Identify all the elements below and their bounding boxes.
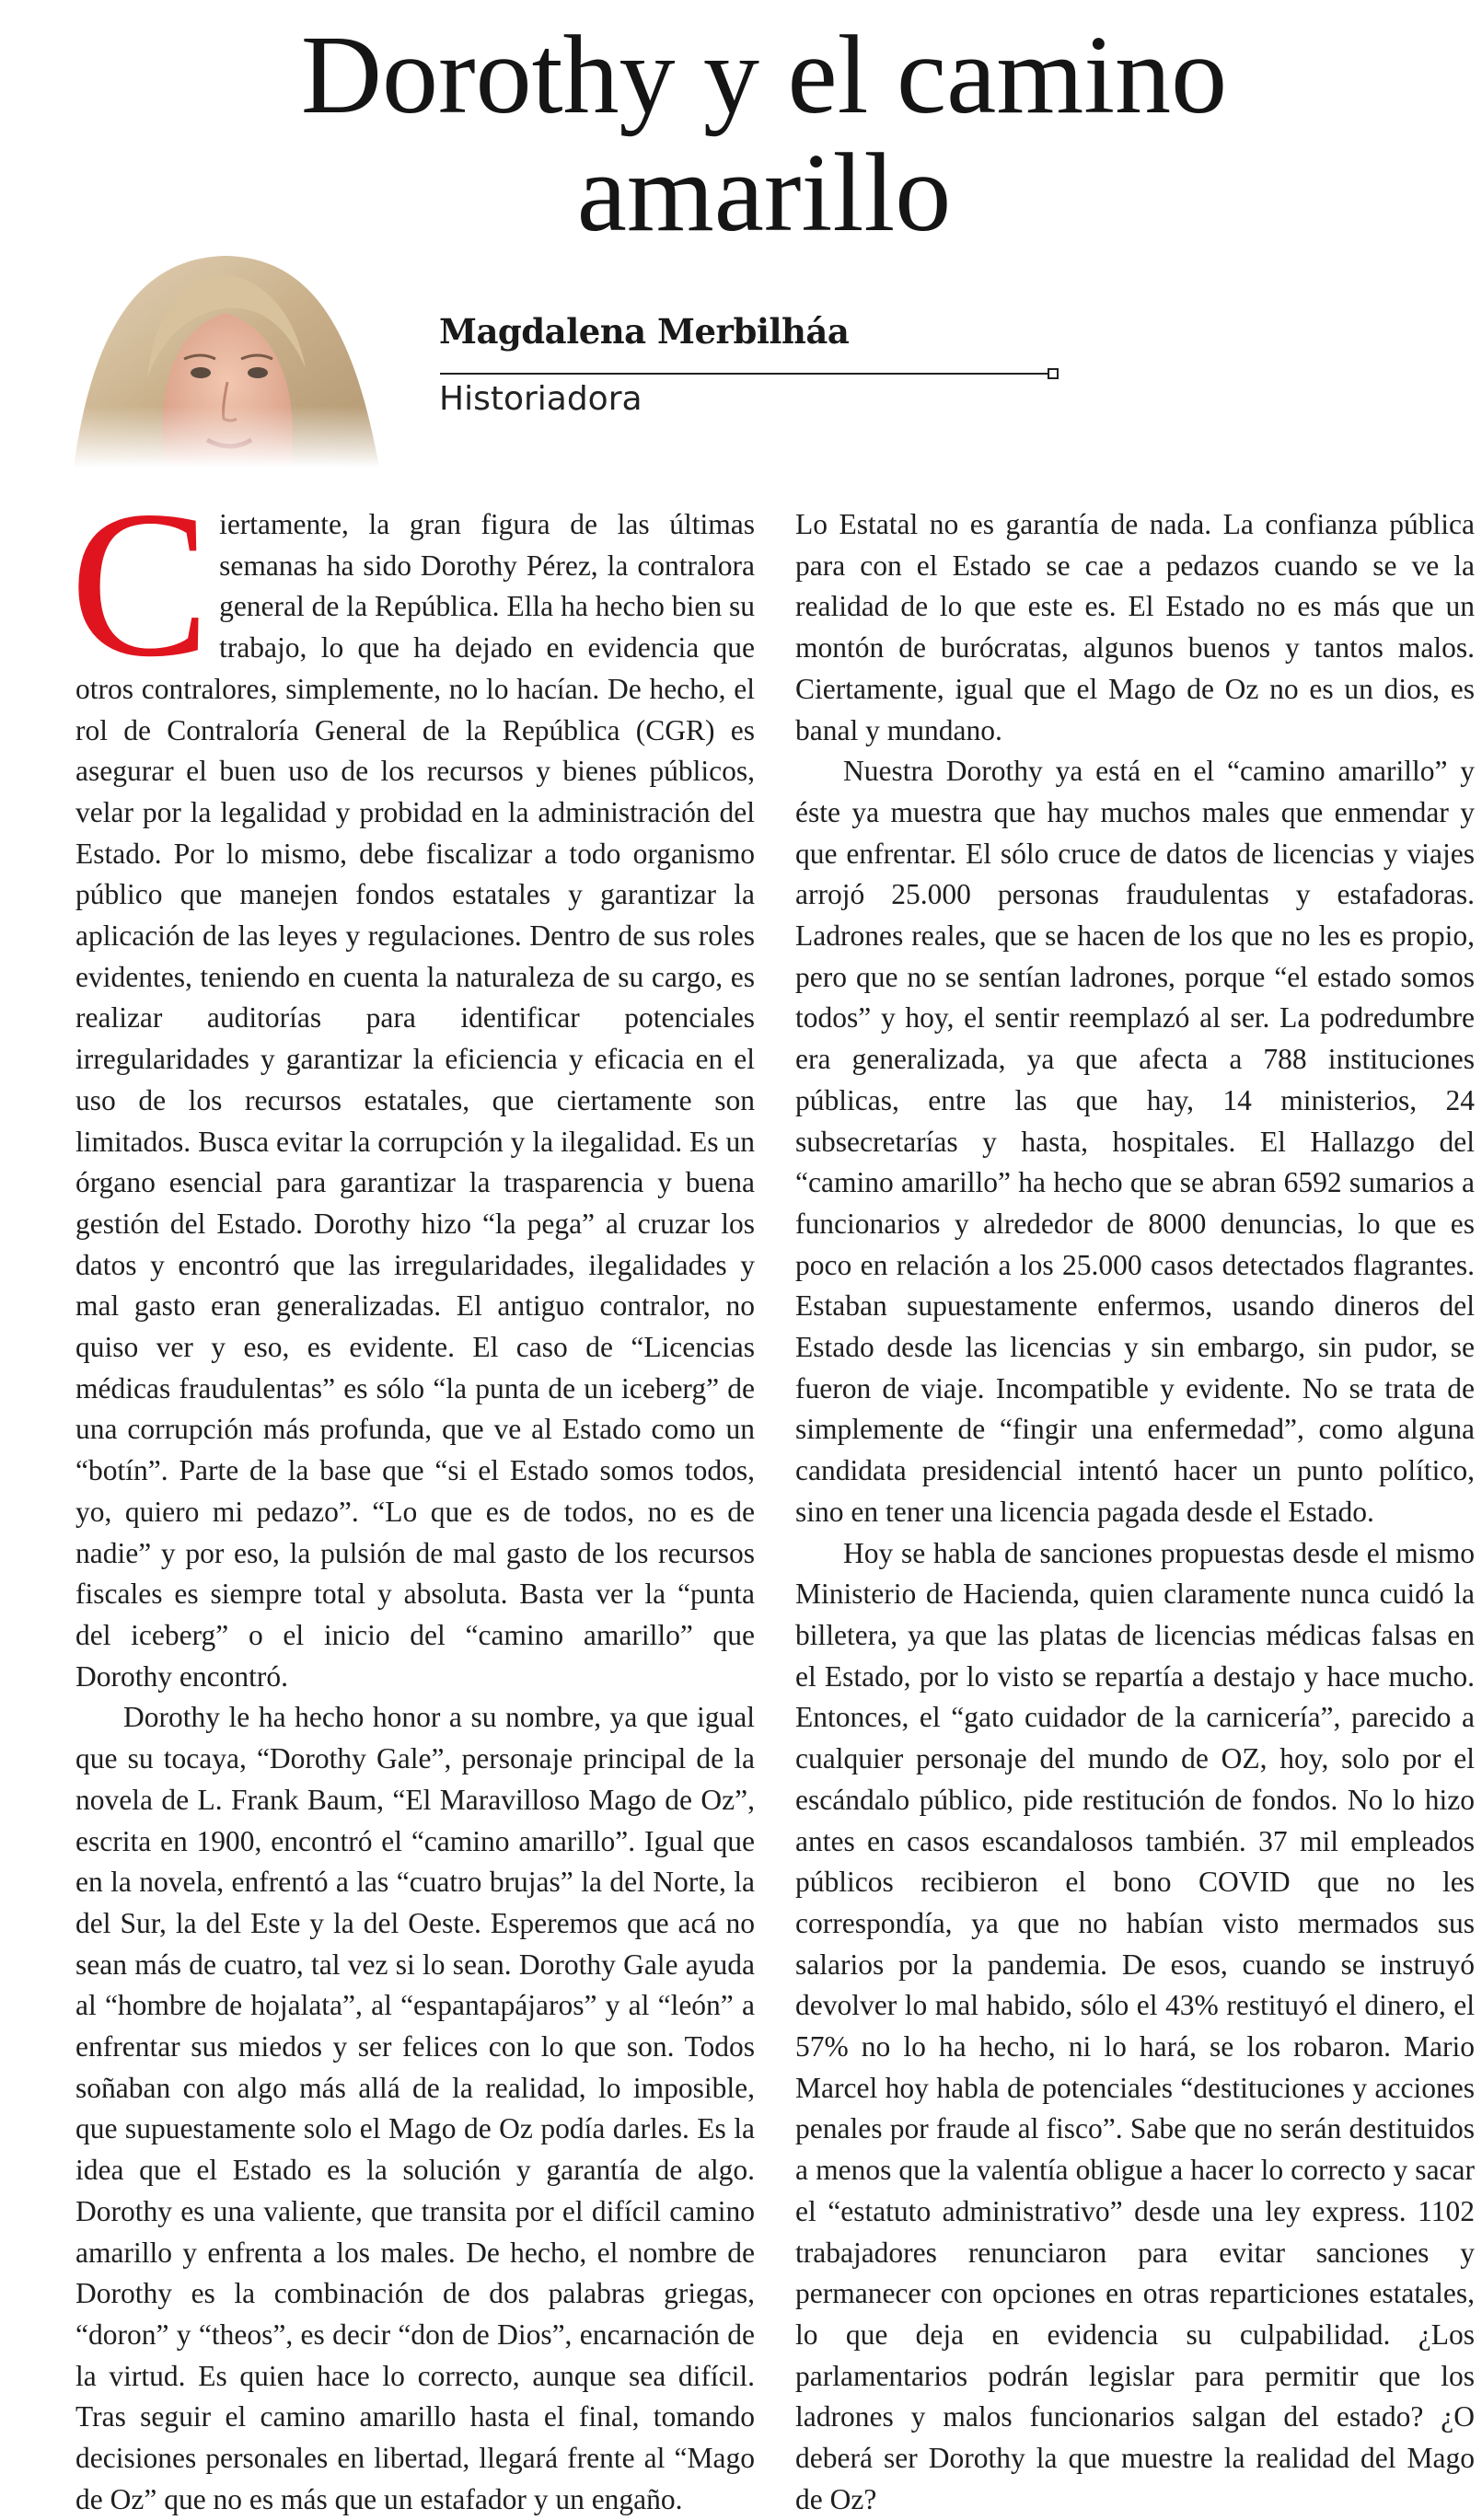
- author-portrait: [37, 221, 423, 468]
- article-column-right: [795, 504, 1475, 2515]
- article-paragraph-5: Hoy se habla de sanciones propuestas desde el mismo Ministerio de Hacienda, quien claramente nunca cuidó la billetera, ya que las platas de licencias médicas falsas en el Estado, por lo visto se repartía a destajo y hace mucho. Entonces, el “gato cuidador de la carnicería”, parecido a cualquier personaje del mundo de OZ, hoy, solo por el escándalo público, pide restitución de fondos. No lo hizo antes en casos escandalosos también. 37 mil empleados públicos recibieron el bono COVID que no les correspondía, ya que no habían visto mermados sus salarios por la pandemia. De esos, cuando se instruyó devolver lo mal habido, sólo el 43% restituyó el dinero, el 57% no lo ha hecho, ni lo hará, se los robaron. Mario Marcel hoy habla de potenciales “destituciones y acciones penales por fraude al fisco”. Sabe que no serán destituidos a menos que la valentía obligue a hacer lo correcto y sacar el “estatuto administrativo” desde una ley express. 1102 trabajadores renunciaron para evitar sanciones y permanecer con opciones en otras reparticiones estatales, lo que deja en evidencia su culpabilidad. ¿Los parlamentarios podrán legislar para permitir que los ladrones y malos funcionarios salgan del estado? ¿O deberá ser Dorothy la que muestre la realidad del Mago de Oz?: [795, 1536, 1475, 2515]
- article-paragraph-3: Lo Estatal no es garantía de nada. La confianza pública para con el Estado se cae a pedazos cuando se ve la realidad de lo que este es. El Estado no es más que un montón de burócratas, algunos buenos y tantos malos. Ciertamente, igual que el Mago de Oz no es un dios, es banal y mundano.: [795, 508, 1475, 746]
- author-name: Magdalena Merbilháa: [439, 311, 850, 352]
- article-paragraph-1: [70, 468, 755, 1697]
- article-paragraph-2: Dorothy le ha hecho honor a su nombre, ya que igual que su tocaya, “Dorothy Gale”, personaje principal de la novela de L. Frank Baum, “El Maravilloso Mago de Oz”, escrita en 1900, encontró el “camino amarillo”. Igual que en la novela, enfrentó a las “cuatro brujas” la del Norte, la del Sur, la del Este y la del Oeste. Esperemos que acá no sean más de cuatro, tal vez si lo sean. Dorothy Gale ayuda al “hombre de hojalata”, al “espantapájaros” y al “león” a enfrentar sus miedos y ser felices con lo que son. Todos soñaban con algo más allá de la realidad, lo imposible, que supuestamente solo el Mago de Oz podía darles. Es la idea que el Estado es la solución y garantía de algo. Dorothy es una valiente, que transita por el difícil camino amarillo y enfrenta a los males. De hecho, el nombre de Dorothy es la combinación de dos palabras griegas, “doron” y “theos”, es decir “don de Dios”, encarnación de la virtud. Es quien hace lo correcto, aunque sea difícil. Tras seguir el camino amarillo hasta el final, tomando decisiones personales en libertad, llegará frente al “Mago de Oz” que no es más que un estafador y un engaño.: [75, 1701, 755, 2515]
- article-title: Dorothy y el camino amarillo: [300, 13, 1228, 255]
- article-column-left: [70, 468, 755, 2515]
- author-rule-end: [1048, 368, 1059, 379]
- author-role: Historiadora: [439, 380, 643, 418]
- paragraph-1-text: iertamente, la gran figura de las últimas semanas ha sido Dorothy Pérez, la contralora general de la República. Ella ha hecho bien su trabajo, lo que ha dejado en evidencia que otros contralores, simplemente, no lo hacían. De hecho, el rol de Contraloría General de la República (CGR) es asegurar el buen uso de los recursos y bienes públicos, velar por la legalidad y probidad en la administración del Estado. Por lo mismo, debe fiscalizar a todo organismo público que manejen fondos estatales y garantizar la aplicación de las leyes y regulaciones. Dentro de sus roles evidentes, teniendo en cuenta la naturaleza de su cargo, es realizar auditorías para identificar potenciales irregularidades y garantizar la eficiencia y eficacia en el uso de los recursos estatales, que ciertamente son limitados. Busca evitar la corrupción y la ilegalidad. Es un órgano esencial para garantizar la trasparencia y buena gestión del Estado. Dorothy hizo “la pega” al cruzar los datos y encontró que las irregularidades, ilegalidades y mal gasto eran generalizadas. El antiguo contralor, no quiso ver y eso, es evidente. El caso de “Licencias médicas fraudulentas” es sólo “la punta de un iceberg” de una corrupción más profunda, que ve al Estado como un “botín”. Parte de la base que “si el Estado somos todos, yo, quiero mi pedazo”. “Lo que es de todos, no es de nadie” y por eso, la pulsión de mal gasto de los recursos fiscales es siempre total y absoluta. Basta ver la “punta del iceberg” o el inicio del “camino amarillo” que Dorothy encontró.: [75, 508, 755, 1693]
- article-paragraph-4: Nuestra Dorothy ya está en el “camino amarillo” y éste ya muestra que hay muchos males que enmendar y que enfrentar. El sólo cruce de datos de licencias y viajes arrojó 25.000 personas fraudulentas y estafadoras. Ladrones reales, que se hacen de los que no les es propio, pero que no se sentían ladrones, porque “el estado somos todos” y hoy, el sentir reemplazó al ser. La podredumbre era generalizada, ya que afecta a 788 instituciones públicas, entre las que hay, 14 ministerios, 24 subsecretarías y hasta, hospitales. El Hallazgo del “camino amarillo” ha hecho que se abran 6592 sumarios a funcionarios y alrededor de 8000 denuncias, lo que es poco en relación a los 25.000 casos detectados flagrantes. Estaban supuestamente enfermos, usando dineros del Estado desde las licencias y sin embargo, sin pudor, se fueron de viaje. Incompatible y evidente. No se trata de simplemente de “fingir una enfermedad”, como alguna candidata presidencial intentó hacer un punto político, sino en tener una licencia pagada desde el Estado.: [795, 755, 1475, 1528]
- drop-cap: C: [70, 468, 211, 700]
- author-rule: [440, 373, 1048, 375]
